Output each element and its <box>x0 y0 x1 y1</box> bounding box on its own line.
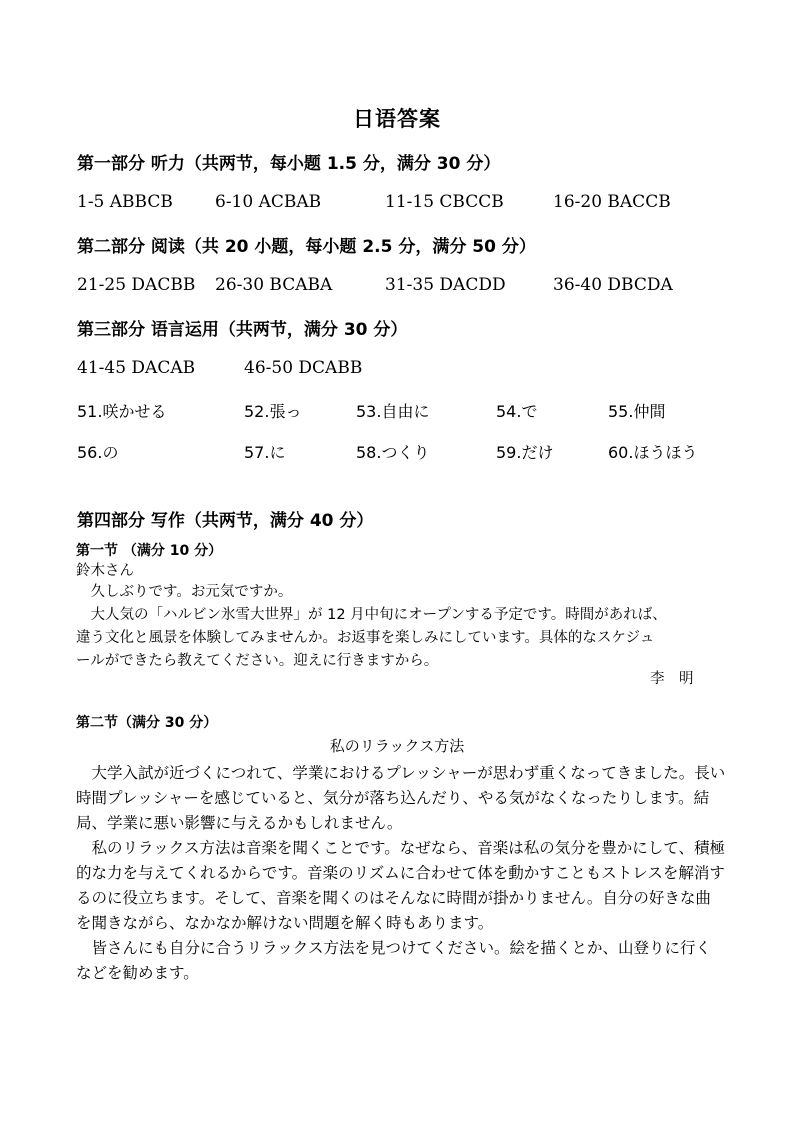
letter-greeting: 鈴木さん <box>76 563 134 579</box>
letter-line: 大人気の「ハルビン氷雪大世界」が 12 月中旬にオープンする予定です。時間があれば、 <box>76 607 667 623</box>
letter-line: 久しぶりです。お元気ですか。 <box>76 584 293 600</box>
answer-group: 31-35 DACDD <box>385 275 506 295</box>
blank-answer: 60.ほうほう <box>608 443 698 462</box>
answer-group: 21-25 DACBB <box>77 275 196 295</box>
part4-heading: 第四部分 写作（共两节，满分 40 分） <box>77 511 374 531</box>
essay-paragraph: 私のリラックス方法は音楽を聞くことです。なぜなら、音楽は私の気分を豊かにして、積極的な力を与えてくれるからです。音楽のリズムに合わせて体を動かすこともストレスを解消するのに役立ちます。そして、音楽を聞くのはそんなに時間が掛かりません。自分の好きな曲を聞きながら、なかなか解けない問題を解く時もあります。 <box>76 839 725 932</box>
answer-group: 11-15 CBCCB <box>385 192 504 212</box>
blank-answer: 55.仲間 <box>608 402 666 421</box>
essay-paragraph: 大学入試が近づくにつれて、学業におけるプレッシャーが思わず重くなってきました。長い時間プレッシャーを感じていると、気分が落ち込んだり、やる気がなくなったりします。結局、学業に悪い影響に与えるかもしれません。 <box>76 764 726 832</box>
answer-group: 46-50 DCABB <box>244 358 363 378</box>
answer-group: 1-5 ABBCB <box>77 192 173 212</box>
answer-group: 16-20 BACCB <box>553 192 671 212</box>
part1-heading: 第一部分 听力（共两节，每小题 1.5 分，满分 30 分） <box>77 154 501 174</box>
essay-body <box>76 761 726 986</box>
part2-heading: 第二部分 阅读（共 20 小题，每小题 2.5 分，满分 50 分） <box>77 237 536 257</box>
essay-paragraph: 皆さんにも自分に合うリラックス方法を見つけてください。絵を描くとか、山登りに行くなどを勧めます。 <box>76 939 712 982</box>
section2-heading: 第二节（满分 30 分） <box>76 715 218 731</box>
blank-answer: 59.だけ <box>496 443 554 462</box>
section1-heading: 第一节 （满分 10 分） <box>76 543 223 559</box>
blank-answer: 51.咲かせる <box>77 402 167 421</box>
answer-group: 6-10 ACBAB <box>215 192 322 212</box>
part3-heading: 第三部分 语言运用（共两节，满分 30 分） <box>77 320 408 340</box>
answer-group: 41-45 DACAB <box>77 358 196 378</box>
answer-group: 26-30 BCABA <box>215 275 333 295</box>
letter-signature: 李 明 <box>650 671 694 687</box>
blank-answer: 57.に <box>244 443 286 462</box>
blank-answer: 56.の <box>77 443 119 462</box>
blank-answer: 58.つくり <box>356 443 430 462</box>
page-title: 日语答案 <box>353 107 441 131</box>
letter-line: 違う文化と風景を体験してみませんか。お返事を楽しみにしています。具体的なスケジュ <box>76 630 655 646</box>
blank-answer: 53.自由に <box>356 402 430 421</box>
blank-answer: 52.張っ <box>244 402 302 421</box>
essay-title: 私のリラックス方法 <box>329 737 465 755</box>
blank-answer: 54.で <box>496 402 538 421</box>
letter-line: ールができたら教えてください。迎えに行きますから。 <box>76 653 439 669</box>
answer-group: 36-40 DBCDA <box>553 275 673 295</box>
